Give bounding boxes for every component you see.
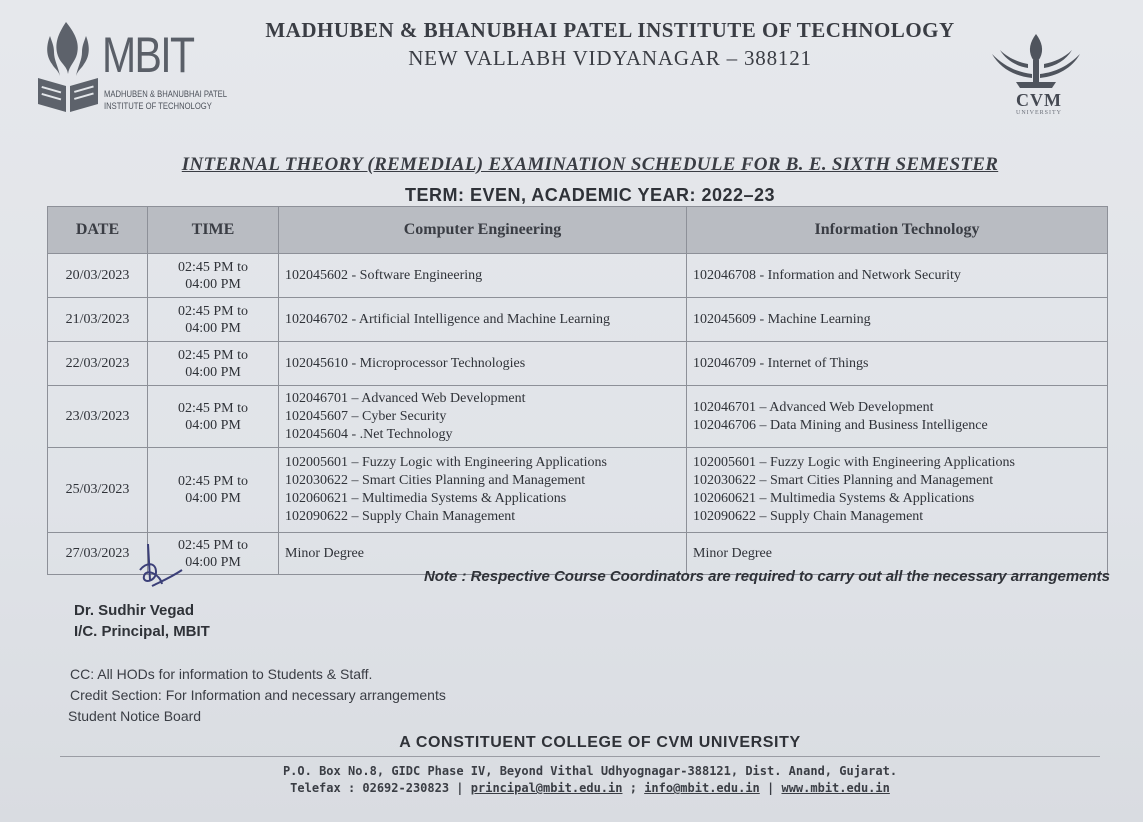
time-end: 04:00 PM [185,491,241,506]
computer-engineering-cell [279,386,687,448]
time-end: 04:00 PM [185,554,241,570]
time-start: 02:45 PM to [177,474,248,489]
table-row [48,342,1108,386]
footer-divider [60,756,1100,757]
table-row [48,386,1108,448]
table-row [48,448,1108,533]
time-cell [148,254,279,298]
course-entry: 102030622 – Smart Cities Planning and Management [285,473,586,488]
time-start: 02:45 PM to [177,400,248,416]
course-entry: 102045602 - Software Engineering [285,267,483,283]
time-start: 02:45 PM to [177,347,248,363]
course-entry: 102046701 – Advanced Web Development [285,390,526,406]
time-cell [148,342,279,386]
information-technology-cell [687,254,1108,298]
principal-email-link[interactable]: principal@mbit.edu.in [470,781,623,795]
course-entry: 102045609 - Machine Learning [693,311,871,327]
table-header-row [48,207,1108,254]
table-row [48,254,1108,298]
mbit-logo [36,16,246,120]
date-cell: 21/03/2023 [48,298,148,342]
computer-engineering-cell [279,254,687,298]
date-cell: 20/03/2023 [48,254,148,298]
date-cell: 25/03/2023 [48,448,148,533]
time-start: 02:45 PM to [177,303,248,319]
footer-contact [150,781,1030,795]
course-entry: 102046702 - Artificial Intelligence and Machine Learning [285,311,611,327]
schedule-title: INTERNAL THEORY (REMEDIAL) EXAMINATION SCHEDULE FOR B. E. SIXTH SEMESTER [181,154,999,175]
institute-address: NEW VALLABH VIDYANAGAR – 388121 [408,46,812,70]
computer-engineering-cell [279,342,687,386]
computer-engineering-cell [279,298,687,342]
mbit-logo-subtitle-line2: INSTITUTE OF TECHNOLOGY [104,101,212,111]
course-entry: 102005601 – Fuzzy Logic with Engineering Applications [693,455,1015,470]
time-start: 02:45 PM to [177,259,248,275]
cvm-logo-subtitle: UNIVERSITY [1016,110,1062,116]
course-entry: Minor Degree [285,545,364,561]
book-flame-logo-icon [36,16,100,116]
course-entry: 102046701 – Advanced Web Development [693,399,934,415]
info-email-link[interactable]: info@mbit.edu.in [644,781,760,795]
computer-engineering-cell [279,448,687,533]
cvm-logo-text: CVM [1016,90,1062,110]
coordinator-note: Note : Respective Course Coordinators are required to carry out all the necessary arrangements [423,568,1110,585]
institute-name: MADHUBEN & BHANUBHAI PATEL INSTITUTE OF TECHNOLOGY [265,18,955,42]
telefax: Telefax : 02692-230823 | [290,781,464,795]
course-entry: 102090622 – Supply Chain Management [693,509,924,524]
cvm-logo [986,30,1086,120]
course-entry: Minor Degree [693,545,772,561]
cc-line: Student Notice Board [68,708,202,724]
constituent-college-line: A CONSTITUENT COLLEGE OF CVM UNIVERSITY [399,734,801,751]
date-cell: 22/03/2023 [48,342,148,386]
date-cell: 23/03/2023 [48,386,148,448]
course-entry: 102045604 - .Net Technology [285,426,453,442]
information-technology-cell [687,298,1108,342]
signatory-name: Dr. Sudhir Vegad [74,602,195,619]
course-entry: 102046706 – Data Mining and Business Intelligence [693,417,988,433]
date-cell: 27/03/2023 [48,533,148,575]
signatory-title: I/C. Principal, MBIT [74,623,210,640]
course-entry: 102090622 – Supply Chain Management [285,509,516,524]
information-technology-cell [687,448,1108,533]
course-entry: 102045607 – Cyber Security [285,408,447,424]
course-entry: 102046709 - Internet of Things [693,355,869,371]
information-technology-cell [687,386,1108,448]
time-cell [148,298,279,342]
course-entry: 102045610 - Microprocessor Technologies [285,355,526,371]
separator: | [767,781,775,795]
cc-list [70,664,446,727]
website-link[interactable]: www.mbit.edu.in [781,781,890,795]
header-time: TIME [148,207,279,254]
course-entry: 102060621 – Multimedia Systems & Applications [285,491,567,506]
time-end: 04:00 PM [185,417,241,433]
time-end: 04:00 PM [185,320,241,336]
header-date: DATE [48,207,148,254]
time-cell [148,448,279,533]
course-entry: 102046708 - Information and Network Security [693,267,961,283]
time-end: 04:00 PM [185,364,241,380]
time-start: 02:45 PM to [177,537,248,553]
course-entry: 102005601 – Fuzzy Logic with Engineering Applications [285,455,607,470]
exam-schedule-table [47,206,1108,575]
header-computer-engineering: Computer Engineering [279,207,687,254]
handwritten-signature-icon [126,540,196,610]
table-row [48,298,1108,342]
footer-address: P.O. Box No.8, GIDC Phase IV, Beyond Vithal Udhyognagar-388121, Dist. Anand, Gujarat. [282,764,898,778]
time-end: 04:00 PM [185,276,241,292]
information-technology-cell [687,342,1108,386]
time-cell [148,386,279,448]
mbit-logo-subtitle [104,88,227,112]
header-information-technology: Information Technology [687,207,1108,254]
term-line: TERM: EVEN, ACADEMIC YEAR: 2022–23 [404,185,776,205]
cvm-emblem-icon [986,30,1086,92]
separator: ; [629,781,637,795]
course-entry: 102060621 – Multimedia Systems & Applications [693,491,975,506]
cc-line: Credit Section: For Information and necessary arrangements [70,687,446,703]
cc-line: CC: All HODs for information to Students & Staff. [70,666,373,682]
mbit-logo-text: MBIT [102,27,194,83]
course-entry: 102030622 – Smart Cities Planning and Management [693,473,994,488]
mbit-logo-subtitle-line1: MADHUBEN & BHANUBHAI PATEL [104,89,227,99]
